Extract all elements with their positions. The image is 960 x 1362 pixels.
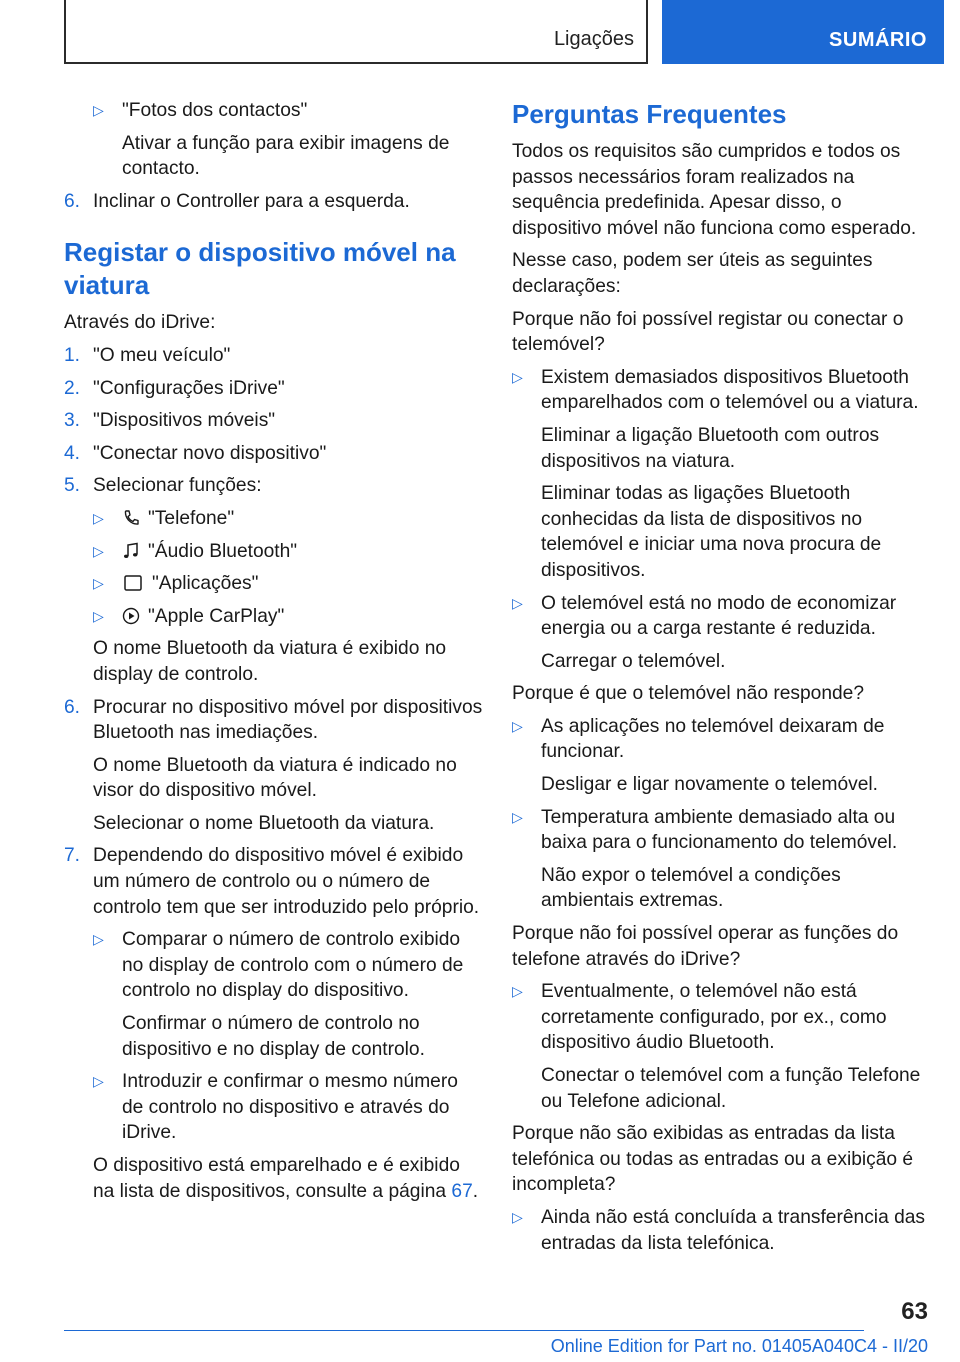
page-link[interactable]: 67 [451, 1180, 473, 1202]
bullet-text: As aplicações no telemóvel deixaram de funcionar. [541, 715, 885, 763]
triangle-bullet-icon: ▷ [512, 717, 523, 734]
header-section-box [64, 0, 648, 64]
step-number: 3. [64, 410, 81, 432]
step-number: 1. [64, 344, 81, 366]
bullet-desc: Carregar o telemóvel. [541, 650, 726, 672]
bullet-desc: Não expor o telemóvel a condições ambientais extremas. [541, 864, 841, 912]
bullet-text: Eventualmente, o telemóvel não está corretamente configurado, por ex., como dispositivo áudio Bluetooth. [541, 981, 887, 1054]
function-item [93, 506, 484, 532]
step-number: 5. [64, 475, 81, 497]
final-note [93, 1153, 484, 1204]
triangle-bullet-icon: ▷ [512, 368, 523, 385]
step-text: "Conectar novo dispositivo" [93, 442, 327, 464]
step-text: Selecionar funções: [93, 475, 262, 497]
list-item [64, 408, 484, 434]
summary-button[interactable]: SUMÁRIO [662, 0, 944, 64]
section-heading: Perguntas Frequentes [512, 99, 787, 129]
triangle-bullet-icon: ▷ [512, 808, 523, 825]
step-text: "Configurações iDrive" [93, 377, 285, 399]
bullet-desc: Ativar a função para exibir imagens de contacto. [122, 132, 450, 180]
music-note-icon [122, 542, 140, 560]
triangle-bullet-icon: ▷ [93, 575, 104, 592]
function-label: "Áudio Bluetooth" [148, 540, 298, 562]
bullet-text: "Fotos dos contactos" [122, 100, 308, 121]
list-item [512, 979, 928, 1056]
bullet-text: Introduzir e confirmar o mesmo número de controlo no dispositivo e através do iDrive. [122, 1071, 458, 1144]
step-note: Selecionar o nome Bluetooth da viatura. [93, 812, 435, 834]
triangle-bullet-icon: ▷ [512, 983, 523, 1000]
function-label: "Aplicações" [152, 573, 259, 595]
bullet-text: O telemóvel está no modo de economizar energia ou a carga restante é reduzida. [541, 592, 897, 640]
question: Porque não foi possível operar as funções do telefone através do iDrive? [512, 923, 899, 970]
triangle-bullet-icon: ▷ [93, 1073, 104, 1090]
step-number: 7. [64, 845, 81, 867]
list-item [64, 441, 484, 467]
left-column [64, 98, 484, 1211]
intro-text: Nesse caso, podem ser úteis as seguintes declarações: [512, 250, 873, 297]
function-item [93, 571, 484, 597]
bullet-text: Ainda não está concluída a transferência das entradas da lista telefónica. [541, 1206, 926, 1254]
list-item [64, 189, 484, 215]
page-number: 63 [901, 1298, 928, 1325]
bullet-text: Temperatura ambiente demasiado alta ou baixa para o funcionamento do telemóvel. [541, 806, 898, 854]
function-item [93, 604, 484, 630]
list-item [512, 805, 928, 856]
list-item [64, 695, 484, 746]
list-item [512, 714, 928, 765]
list-item [64, 343, 484, 369]
step-number: 6. [64, 696, 81, 718]
list-item [512, 1205, 928, 1256]
step-number: 6. [64, 190, 81, 212]
list-item [64, 473, 484, 499]
step-note: O nome Bluetooth da viatura é indicado no visor do dispositivo móvel. [93, 754, 457, 802]
bullet-desc: Eliminar todas as ligações Bluetooth conhecidas da lista de dispositivos no telemóvel e iniciar uma nova procura de dispositivos. [541, 483, 882, 581]
question: Porque não são exibidas as entradas da lista telefónica ou todas as entradas ou a exibição é incompleta? [512, 1123, 914, 1196]
step-text: "Dispositivos móveis" [93, 410, 276, 432]
apps-icon [122, 574, 144, 592]
final-note-end: . [472, 1180, 479, 1202]
function-label: "Telefone" [148, 507, 235, 529]
list-item [93, 927, 484, 1004]
intro-text: Todos os requisitos são cumpridos e todos os passos necessários foram realizados na sequência predefinida. Apesar disso, o dispositivo móvel não funciona como esperado. [512, 141, 917, 239]
bullet-text: Existem demasiados dispositivos Bluetooth emparelhados com o telemóvel ou a viatura. [541, 366, 919, 414]
triangle-bullet-icon: ▷ [512, 1208, 523, 1225]
bullet-desc: Confirmar o número de controlo no dispositivo e no display de controlo. [122, 1013, 425, 1060]
list-item [93, 98, 484, 124]
triangle-bullet-icon: ▷ [93, 931, 104, 948]
triangle-bullet-icon: ▷ [93, 509, 104, 526]
step-number: 2. [64, 377, 81, 399]
list-item [93, 1069, 484, 1146]
phone-icon [122, 509, 140, 527]
list-item [512, 365, 928, 416]
footer-edition: Online Edition for Part no. 01405A040C4 - II/20 [550, 1336, 928, 1356]
bullet-text: Comparar o número de controlo exibido no display de controlo com o número de controlo no display do dispositivo. [122, 929, 464, 1002]
bullet-desc: Conectar o telemóvel com a função Telefone ou Telefone adicional. [541, 1065, 921, 1112]
bullet-desc: Eliminar a ligação Bluetooth com outros dispositivos na viatura. [541, 424, 880, 472]
list-item [64, 376, 484, 402]
list-item [64, 843, 484, 920]
section-title: Ligações [553, 28, 634, 50]
step-text: "O meu veículo" [93, 344, 231, 366]
step-text: Dependendo do dispositivo móvel é exibido um número de controlo ou o número de controlo tem que ser introduzido pelo próprio. [93, 845, 480, 918]
triangle-bullet-icon: ▷ [512, 594, 523, 611]
bullet-desc: Desligar e ligar novamente o telemóvel. [541, 774, 879, 796]
step-number: 4. [64, 442, 81, 464]
intro-text: Através do iDrive: [64, 312, 216, 334]
triangle-bullet-icon: ▷ [93, 542, 104, 559]
list-item [512, 591, 928, 642]
step-text: Inclinar o Controller para a esquerda. [93, 190, 410, 212]
question: Porque é que o telemóvel não responde? [512, 683, 865, 705]
function-item [93, 539, 484, 565]
question: Porque não foi possível registar ou conectar o telemóvel? [512, 308, 904, 356]
footer-divider [64, 1330, 864, 1331]
triangle-bullet-icon: ▷ [93, 102, 104, 118]
section-heading: Registar o dispositivo móvel na viatura [64, 237, 456, 301]
final-note-text: O dispositivo está emparelhado e é exibido na lista de dispositivos, consulte a página [93, 1155, 460, 1202]
carplay-icon [122, 607, 140, 625]
function-label: "Apple CarPlay" [148, 605, 285, 627]
right-column [512, 98, 928, 1263]
step-text: Procurar no dispositivo móvel por dispositivos Bluetooth nas imediações. [93, 696, 483, 744]
triangle-bullet-icon: ▷ [93, 607, 104, 624]
step-note: O nome Bluetooth da viatura é exibido no display de controlo. [93, 638, 447, 685]
